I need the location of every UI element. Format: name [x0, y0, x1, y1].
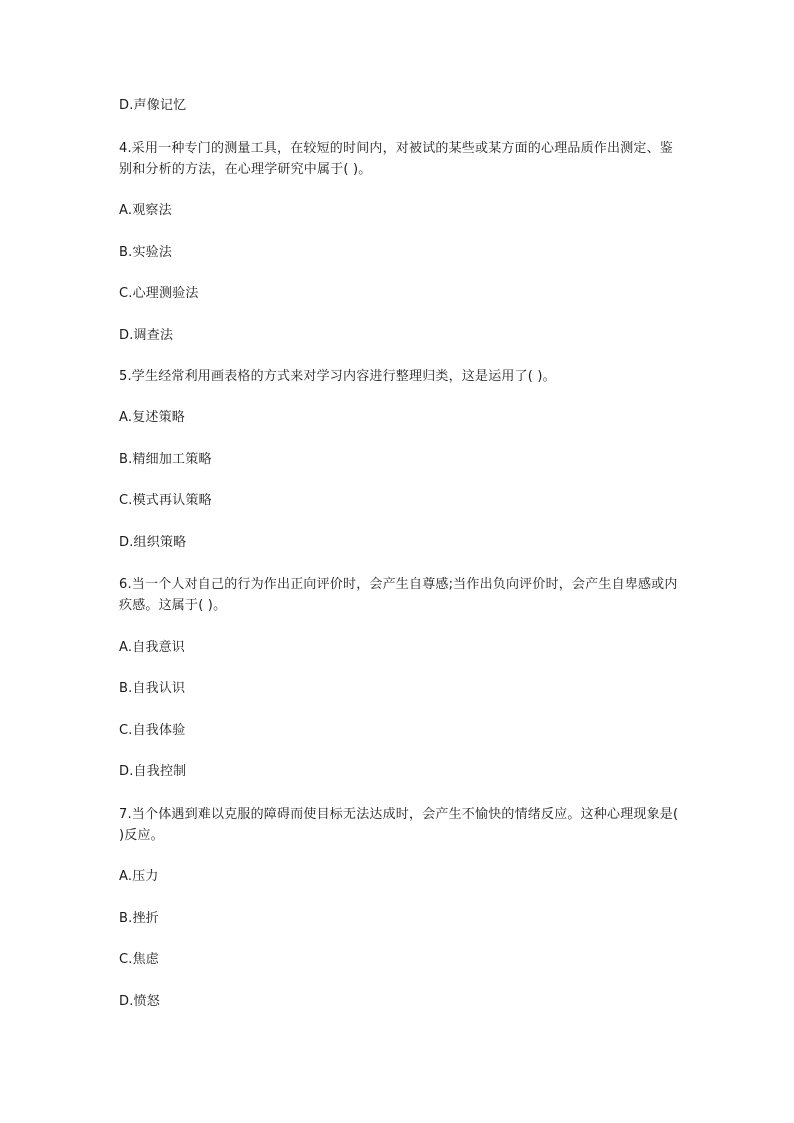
- option-a: A.复述策略: [119, 410, 185, 425]
- option-c: C.自我体验: [119, 722, 186, 738]
- option-c: C.心理测验法: [119, 286, 199, 301]
- option-a: A.自我意识: [119, 639, 185, 655]
- option-d: D.愤怒: [119, 993, 160, 1009]
- question-7: 7.当个体遇到难以克服的障碍而使目标无法达成时，会产生不愉快的情绪反应。这种心理现象是( )反应。: [119, 806, 679, 843]
- option-a: A.观察法: [119, 203, 172, 218]
- option-d: D.自我控制: [119, 764, 187, 779]
- option-a: A.压力: [119, 869, 159, 884]
- question-4: 4.采用一种专门的测量工具，在较短的时间内，对被试的某些或某方面的心理品质作出测定、鉴别和分析的方法，在心理学研究中属于( )。: [119, 140, 674, 177]
- option-b: B.挫折: [119, 910, 159, 926]
- option-c: C.模式再认策略: [119, 493, 212, 508]
- option-b: B.精细加工策略: [119, 451, 212, 467]
- question-6: 6.当一个人对自己的行为作出正向评价时，会产生自尊感;当作出负向评价时，会产生自卑感或内疚感。这属于( )。: [119, 577, 678, 613]
- option-c: C.焦虑: [119, 952, 160, 967]
- document-page: [119, 96, 679, 1012]
- option-d: D.组织策略: [119, 534, 187, 550]
- option-b: B.实验法: [119, 244, 173, 260]
- question-5: 5.学生经常利用画表格的方式来对学习内容进行整理归类，这是运用了( )。: [119, 368, 556, 384]
- option-b: B.自我认识: [119, 681, 186, 696]
- option-d: D.调查法: [119, 327, 174, 343]
- option-d: D.声像记忆: [119, 98, 187, 113]
